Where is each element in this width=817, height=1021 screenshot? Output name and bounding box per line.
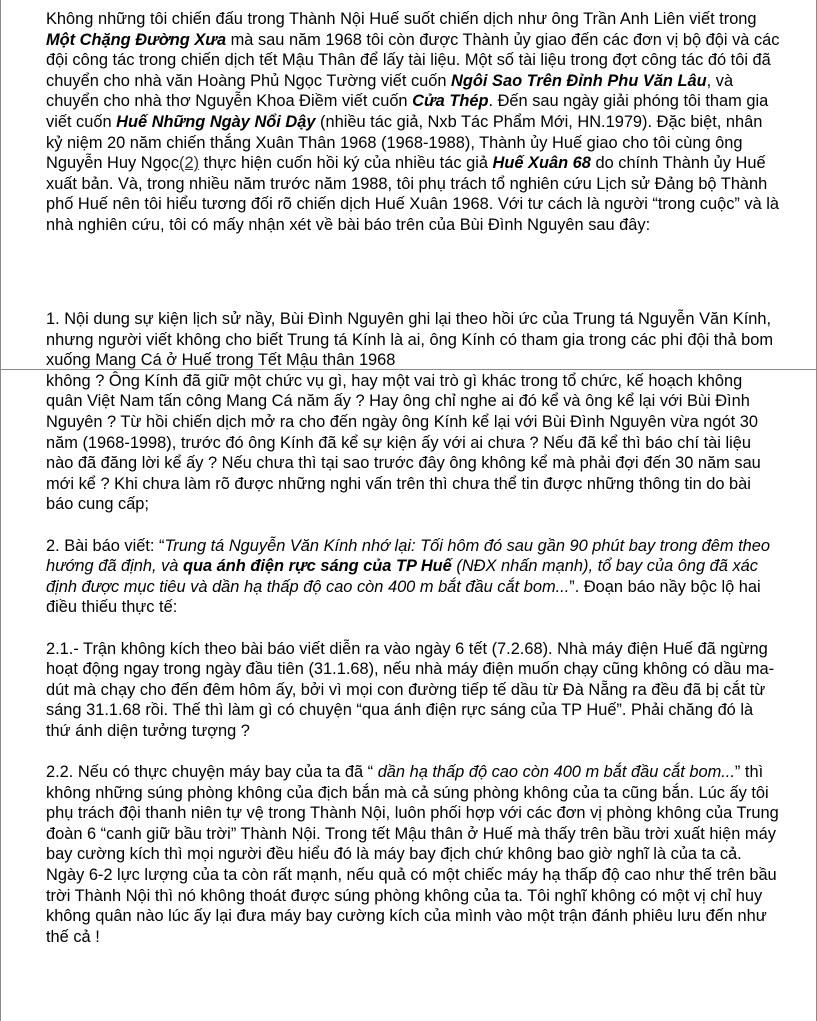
paragraph-point-1-end: không ? Ông Kính đã giữ một chức vụ gì, hay một vai trò gì khác trong tổ chức, kế hoạch không quân Việt Nam tấn công Mang Cá năm ấy ? Hay ông chỉ nghe ai đó kể và ông kể lại với Bùi Đình Nguyên ? Từ hồi chiến dịch mở ra cho đến ngày ông Kính kể lại với Bùi Đình Nguyên vừa ngót 30 năm (1968-1998), trước đó ông Kính đã kể sự kiện ấy với ai chưa ? Nếu đã kể thì báo chí tài liệu nào đã đăng lời kể ấy ? Nếu chưa thì tại sao trước đây ông không kể mà phải đợi đến 30 năm sau mới kể ? Khi chưa làm rõ được những nghi vấn trên thì chưa thể tin được những thông tin do bài báo cung cấp; [46, 371, 761, 514]
emphasis-text: qua ánh điện rực sáng của TP Huế [182, 557, 452, 576]
document-body [46, 9, 780, 256]
document-body-continued [46, 309, 780, 968]
book-title: Huế Xuân 68 [492, 154, 591, 173]
footnote-link[interactable]: (2) [179, 154, 200, 173]
book-title: Ngôi Sao Trên Đỉnh Phu Văn Lâu [451, 71, 707, 90]
paragraph-point-1-start: 1. Nội dung sự kiện lịch sử nầy, Bùi Đình Nguyên ghi lại theo hồi ức của Trung tá Nguyễn Văn Kính, nhưng người viết không cho biết Trung tá Kính là ai, ông Kính có tham gia trong các phi đội thả bom xuống Mang Cá ở Huế trong Tết Mậu thân 1968 [46, 310, 774, 370]
paragraph-point-2: 2. Bài báo viết: “Trung tá Nguyễn Văn Kính nhớ lại: Tối hôm đó sau gần 90 phút bay trong đêm theo hướng đã định, và qua ánh điện rực sáng của TP Huế (NĐX nhấn mạnh), tổ bay của ông đã xác định được mục tiêu và dần hạ thấp độ cao còn 400 m bắt đầu cắt bom...”. Đoạn báo nầy bộc lộ hai điều thiếu thực tế: [46, 536, 770, 617]
paragraph-point-2-1: 2.1.- Trận không kích theo bài báo viết diễn ra vào ngày 6 tết (7.2.68). Nhà máy điện Huế đã ngừng hoạt động ngay trong ngày đầu tiên (31.1.68), nếu nhà máy điện muốn chạy cũng không có dầu ma-dút mà chạy cho đến đêm hôm ấy, bởi vì mọi con đường tiếp tế dầu từ Đà Nẵng ra đều đã bị cắt từ sáng 31.1.68 rồi. Thế thì làm gì có chuyện “qua ánh điện rực sáng của TP Huế”. Phải chăng đó là thứ ánh diện tưởng tượng ? [46, 639, 775, 740]
page-break-line [0, 369, 817, 370]
paragraph-intro: Không những tôi chiến đấu trong Thành Nội Huế suốt chiến dịch như ông Trần Anh Liên viết trong Một Chặng Đường Xưa mà sau năm 1968 tôi còn được Thành ủy giao đến các đơn vị bộ đội và các đội công tác trong chiến dịch tết Mậu Thân để lấy tài liệu. Một số tài liệu trong đợt công tác đó tôi đã chuyển cho nhà văn Hoàng Phủ Ngọc Tường viết cuốn Ngôi Sao Trên Đỉnh Phu Văn Lâu, và chuyển cho nhà thơ Nguyễn Khoa Điềm viết cuốn Cửa Thép. Đến sau ngày giải phóng tôi tham gia viết cuốn Huế Những Ngày Nổi Dậy (nhiều tác giả, Nxb Tác Phẩm Mới, HN.1979). Đặc biệt, nhân kỷ niệm 20 năm chiến thắng Xuân Thân 1968 (1968-1988), Thành ủy Huế giao cho tôi cùng ông Nguyễn Huy Ngọc(2) thực hiện cuốn hồi ký của nhiều tác giả Huế Xuân 68 do chính Thành ủy Huế xuất bản. Và, trong nhiều năm trước năm 1988, tôi phụ trách tổ nghiên cứu Lịch sử Đảng bộ Thành phố Huế nên tôi hiểu tương đối rõ chiến dịch Huế Xuân 1968. Với tư cách là người “trong cuộc” và là nhà nghiên cứu, tôi có mấy nhận xét về bài báo trên của Bùi Đình Nguyên sau đây: [46, 10, 780, 234]
book-title: Huế Những Ngày Nổi Dậy [116, 112, 316, 131]
book-title: Cửa Thép [412, 92, 489, 111]
paragraph-point-2-2: 2.2. Nếu có thực chuyện máy bay của ta đã “ dần hạ thấp độ cao còn 400 m bắt đầu cắt bom...” thì không những súng phòng không của địch bắn mà cả súng phòng không của ta cũng bắn. Lúc ấy tôi phụ trách đội thanh niên tự vệ trong Thành Nội, luôn phối hợp với các đơn vị phòng không của Trung đoàn 6 “canh giữ bầu trời” Thành Nội. Trong tết Mậu thân ở Huế mà thấy trên bầu trời xuất hiện máy bay cường kích thì mọi người đều hiểu đó là máy bay địch chứ không bao giờ nghĩ là của ta cả. Ngày 6-2 lực lượng của ta còn rất mạnh, nếu quả có một chiếc máy hạ thấp độ cao như thế trên bầu trời Thành Nội thì nó không thoát được súng phòng không của ta. Tôi nghĩ không có một vị chỉ huy không quân nào lúc ấy lại đưa máy bay cường kích của mình vào một trận đánh phiêu lưu đến như thế cả ! [46, 763, 779, 946]
book-title: Một Chặng Đường Xưa [46, 30, 227, 49]
